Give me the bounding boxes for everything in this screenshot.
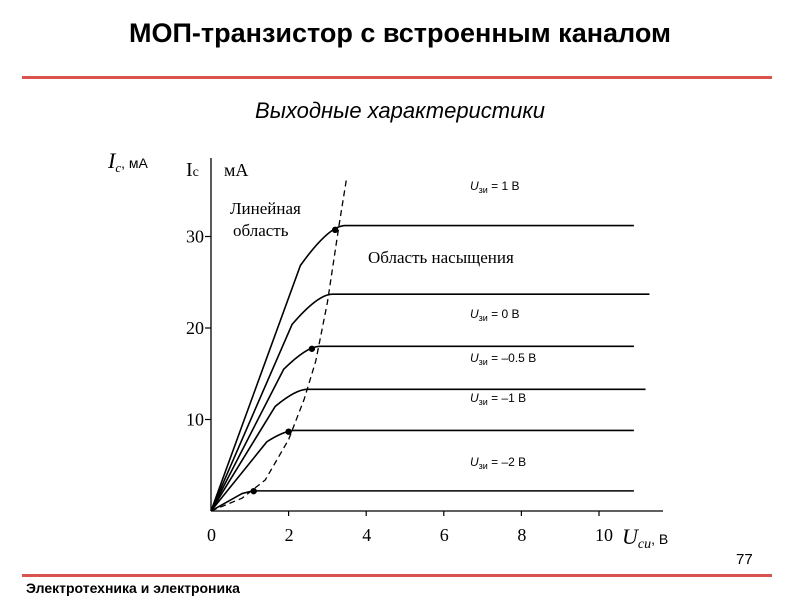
y-axis-label: Ic, мА bbox=[108, 148, 148, 175]
y-tick-label: 30 bbox=[186, 226, 204, 247]
series-label: $U_{зи} = -2$ В bbox=[470, 455, 527, 471]
saturation-region-label: Область насыщения bbox=[368, 248, 514, 267]
characteristic-curve bbox=[211, 389, 646, 511]
x-tick-label: 6 bbox=[439, 525, 449, 545]
characteristic-curve bbox=[211, 491, 634, 511]
footer-divider bbox=[22, 574, 772, 577]
y-axis-inner-label: Iс bbox=[186, 159, 199, 181]
slide-title: МОП-транзистор с встроенным каналом bbox=[129, 18, 671, 48]
y-tick-label: 20 bbox=[186, 318, 204, 338]
footer-text: Электротехника и электроника bbox=[26, 580, 240, 596]
x-tick-label: 0 bbox=[207, 525, 216, 545]
characteristic-curve bbox=[211, 430, 634, 511]
characteristic-curve bbox=[211, 226, 634, 511]
y-axis-inner-unit: мА bbox=[224, 160, 249, 180]
linear-region-label: область bbox=[233, 221, 289, 240]
x-tick-label: 2 bbox=[284, 525, 294, 545]
x-tick-label: 4 bbox=[362, 525, 372, 545]
characteristic-curve bbox=[211, 294, 649, 511]
series-label: $U_{зи} = 0$ В bbox=[470, 307, 520, 323]
series-label: $U_{зи} = -1$ В bbox=[470, 391, 527, 407]
saturation-point-marker bbox=[309, 346, 315, 352]
x-tick-label: 8 bbox=[517, 525, 527, 545]
series-label: $U_{зи} = 1$ В bbox=[470, 179, 520, 195]
characteristic-curve bbox=[211, 346, 634, 511]
slide-subtitle: Выходные характеристики bbox=[255, 98, 545, 123]
series-label: $U_{зи} = -0.5$ В bbox=[470, 351, 537, 367]
x-tick-label: 10 bbox=[595, 525, 613, 545]
y-tick-label: 10 bbox=[186, 409, 204, 430]
x-axis-label: Uси, В bbox=[622, 524, 669, 552]
linear-region-label: Линейная bbox=[230, 199, 301, 218]
page-number: 77 bbox=[736, 551, 753, 568]
